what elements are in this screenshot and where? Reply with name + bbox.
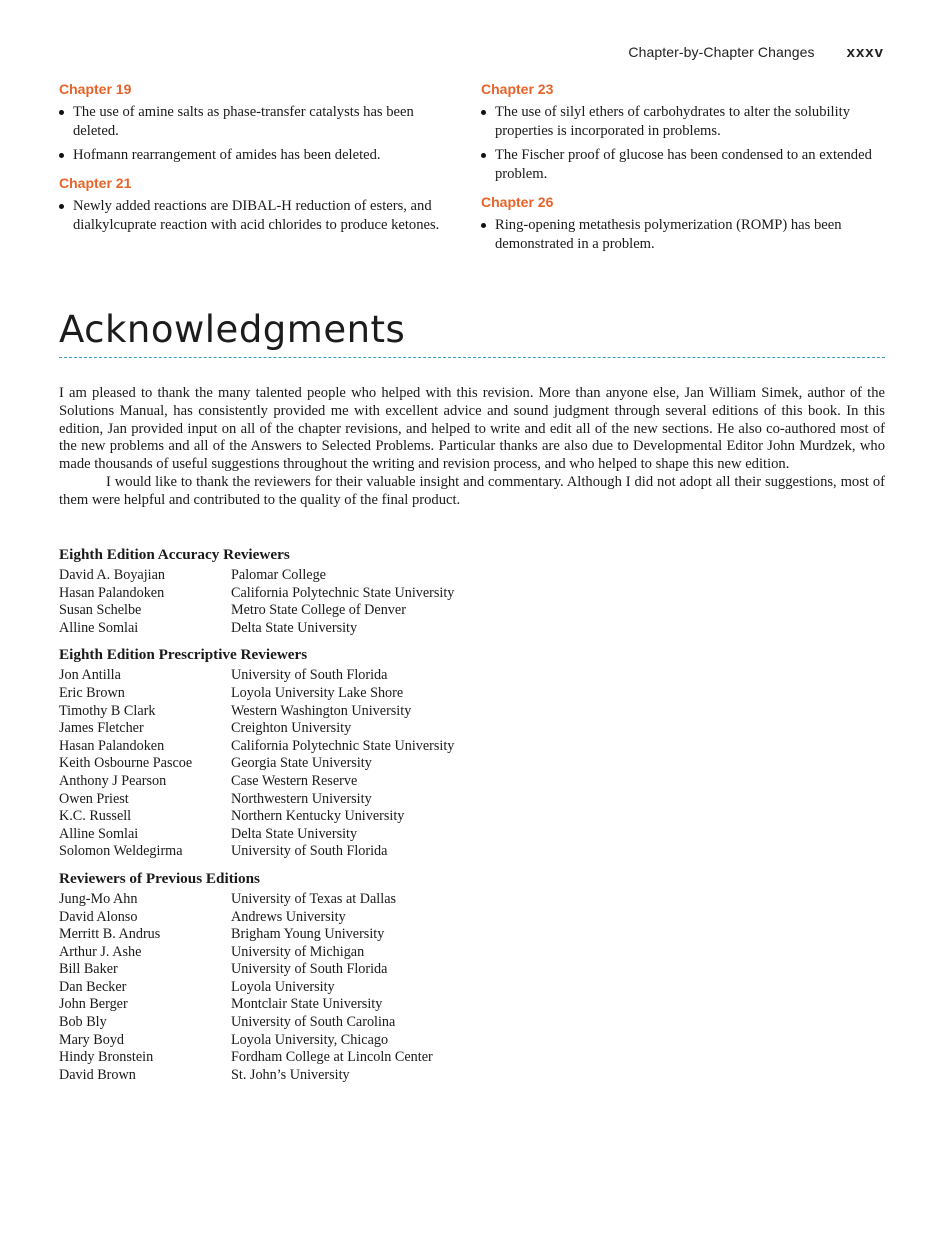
bullet-list bbox=[481, 103, 885, 184]
reviewer-institution: Palomar College bbox=[231, 567, 326, 583]
reviewer-row bbox=[59, 791, 659, 809]
reviewer-name: Hindy Bronstein bbox=[59, 1049, 154, 1066]
body-paragraph: I would like to thank the reviewers for their valuable insight and commentary. Although I did not adopt all their suggestions, most of them were helpful and contributed to the quality of the final product. bbox=[59, 473, 885, 508]
reviewer-row bbox=[59, 602, 659, 620]
reviewer-institution: University of Texas at Dallas bbox=[231, 890, 397, 907]
reviewer-name: Susan Schelbe bbox=[59, 602, 142, 619]
reviewer-row bbox=[59, 773, 659, 791]
reviewer-row bbox=[59, 738, 659, 756]
reviewer-lists bbox=[59, 546, 659, 1093]
reviewer-group-heading: Reviewers of Previous Editions bbox=[59, 869, 260, 887]
reviewer-name: Bob Bly bbox=[59, 1014, 107, 1031]
reviewer-row bbox=[59, 567, 659, 585]
reviewer-institution: Georgia State University bbox=[231, 755, 372, 772]
reviewer-institution: University of Michigan bbox=[231, 943, 365, 960]
reviewer-row bbox=[59, 961, 659, 979]
running-head-title: Chapter-by-Chapter Changes bbox=[628, 44, 815, 60]
acknowledgments-title: Acknowledgments bbox=[59, 308, 406, 351]
reviewer-name: David A. Boyajian bbox=[59, 567, 165, 583]
chapter-heading: Chapter 19 bbox=[59, 81, 132, 97]
reviewer-institution: University of South Florida bbox=[231, 667, 388, 684]
reviewer-name: Arthur J. Ashe bbox=[59, 943, 142, 960]
reviewer-name: Alline Somlai bbox=[59, 825, 139, 842]
reviewer-row bbox=[59, 926, 659, 944]
section-divider bbox=[59, 357, 885, 358]
changes-right-column bbox=[481, 80, 885, 263]
acknowledgments-body bbox=[59, 385, 885, 510]
reviewer-name: Alline Somlai bbox=[59, 619, 139, 636]
reviewer-name: Mary Boyd bbox=[59, 1031, 125, 1048]
reviewer-name: Eric Brown bbox=[59, 684, 125, 701]
bullet-item: Newly added reactions are DIBAL-H reduction of esters, and dialkylcuprate reaction with acid chlorides to produce ketones. bbox=[59, 197, 463, 235]
reviewer-row bbox=[59, 703, 659, 721]
reviewer-institution: Creighton University bbox=[231, 720, 352, 737]
reviewer-institution: University of South Florida bbox=[231, 961, 388, 978]
chapter-heading: Chapter 26 bbox=[481, 194, 554, 210]
reviewer-name: Dan Becker bbox=[59, 978, 127, 995]
reviewer-group bbox=[59, 870, 659, 1085]
reviewer-name: Keith Osbourne Pascoe bbox=[59, 755, 193, 772]
running-head bbox=[0, 44, 884, 61]
reviewer-name: K.C. Russell bbox=[59, 808, 132, 825]
reviewer-row bbox=[59, 667, 659, 685]
reviewer-institution: Delta State University bbox=[231, 825, 358, 842]
reviewer-row bbox=[59, 1067, 659, 1085]
reviewer-name: John Berger bbox=[59, 996, 128, 1013]
reviewer-row bbox=[59, 720, 659, 738]
reviewer-institution: Loyola University Lake Shore bbox=[231, 684, 404, 701]
reviewer-institution: University of South Florida bbox=[231, 843, 388, 860]
chapter-heading: Chapter 21 bbox=[59, 175, 132, 191]
reviewer-institution: Northwestern University bbox=[231, 790, 372, 807]
bullet-list bbox=[59, 197, 463, 235]
reviewer-name: Hasan Palandoken bbox=[59, 584, 165, 601]
bullet-item: Ring-opening metathesis polymerization (ROMP) has been demonstrated in a problem. bbox=[481, 216, 885, 254]
reviewer-row bbox=[59, 979, 659, 997]
bullet-item: The Fischer proof of glucose has been condensed to an extended problem. bbox=[481, 146, 885, 184]
reviewer-row bbox=[59, 1014, 659, 1032]
reviewer-row bbox=[59, 585, 659, 603]
bullet-list bbox=[59, 103, 463, 165]
reviewer-row bbox=[59, 620, 659, 638]
reviewer-institution: Andrews University bbox=[231, 908, 346, 925]
reviewer-row bbox=[59, 826, 659, 844]
reviewer-institution: St. John’s University bbox=[231, 1066, 350, 1083]
chapter-block bbox=[59, 80, 463, 165]
bullet-item: Hofmann rearrangement of amides has been deleted. bbox=[59, 146, 463, 165]
reviewer-name: Merritt B. Andrus bbox=[59, 926, 161, 943]
reviewer-group-heading: Eighth Edition Accuracy Reviewers bbox=[59, 546, 290, 563]
reviewer-row bbox=[59, 996, 659, 1014]
reviewer-institution: Montclair State University bbox=[231, 996, 383, 1013]
reviewer-row bbox=[59, 891, 659, 909]
reviewer-institution: Case Western Reserve bbox=[231, 772, 358, 789]
bullet-item: The use of silyl ethers of carbohydrates to alter the solubility properties is incorporated in problems. bbox=[481, 103, 885, 141]
reviewer-institution: California Polytechnic State University bbox=[231, 737, 455, 754]
reviewer-group bbox=[59, 546, 659, 637]
reviewer-name: Anthony J Pearson bbox=[59, 772, 167, 789]
reviewer-row bbox=[59, 685, 659, 703]
reviewer-name: Hasan Palandoken bbox=[59, 737, 165, 754]
bullet-item: The use of amine salts as phase-transfer catalysts has been deleted. bbox=[59, 103, 463, 141]
reviewer-institution: Fordham College at Lincoln Center bbox=[231, 1049, 433, 1066]
reviewer-name: David Alonso bbox=[59, 908, 138, 925]
chapter-block bbox=[481, 193, 885, 254]
reviewer-row bbox=[59, 843, 659, 861]
reviewer-row bbox=[59, 1049, 659, 1067]
reviewer-name: Bill Baker bbox=[59, 961, 118, 978]
reviewer-name: James Fletcher bbox=[59, 720, 144, 737]
reviewer-institution: Delta State University bbox=[231, 619, 358, 636]
reviewer-name: Timothy B Clark bbox=[59, 702, 156, 719]
changes-left-column bbox=[59, 80, 463, 263]
chapter-heading: Chapter 23 bbox=[481, 81, 554, 97]
reviewer-institution: Northern Kentucky University bbox=[231, 808, 405, 825]
reviewer-name: David Brown bbox=[59, 1066, 136, 1083]
reviewer-name: Solomon Weldegirma bbox=[59, 843, 183, 860]
reviewer-institution: Metro State College of Denver bbox=[231, 602, 406, 619]
reviewer-row bbox=[59, 1032, 659, 1050]
reviewer-row bbox=[59, 909, 659, 927]
bullet-list bbox=[481, 216, 885, 254]
reviewer-institution: Western Washington University bbox=[231, 702, 412, 719]
reviewer-institution: Loyola University bbox=[231, 978, 335, 995]
body-paragraph: I am pleased to thank the many talented people who helped with this revision. More than anyone else, Jan William Simek, author of the Solutions Manual, has consistently provided me with excellent advice and sound judgment through several editions of this book. In this edition, Jan provided input on all of the chapter revisions, and helped to write and edit all of the new sections. He also co-authored most of the new problems and all of the Answers to Selected Problems. Particular thanks are also due to Developmental Editor John Murdzek, who made thousands of useful suggestions throughout the writing and revision process, and who helped to shape this new edition. bbox=[59, 385, 885, 473]
page-number: xxxv bbox=[846, 44, 884, 61]
reviewer-row bbox=[59, 944, 659, 962]
reviewer-row bbox=[59, 808, 659, 826]
reviewer-institution: University of South Carolina bbox=[231, 1014, 396, 1031]
reviewer-institution: California Polytechnic State University bbox=[231, 584, 455, 601]
chapter-block bbox=[481, 80, 885, 184]
reviewer-name: Jung-Mo Ahn bbox=[59, 890, 138, 907]
chapter-changes bbox=[59, 80, 885, 263]
reviewer-institution: Loyola University, Chicago bbox=[231, 1031, 389, 1048]
reviewer-group bbox=[59, 646, 659, 861]
chapter-block bbox=[59, 174, 463, 235]
reviewer-name: Jon Antilla bbox=[59, 667, 121, 684]
reviewer-row bbox=[59, 755, 659, 773]
reviewer-group-heading: Eighth Edition Prescriptive Reviewers bbox=[59, 646, 308, 664]
reviewer-name: Owen Priest bbox=[59, 790, 129, 807]
reviewer-institution: Brigham Young University bbox=[231, 926, 385, 943]
